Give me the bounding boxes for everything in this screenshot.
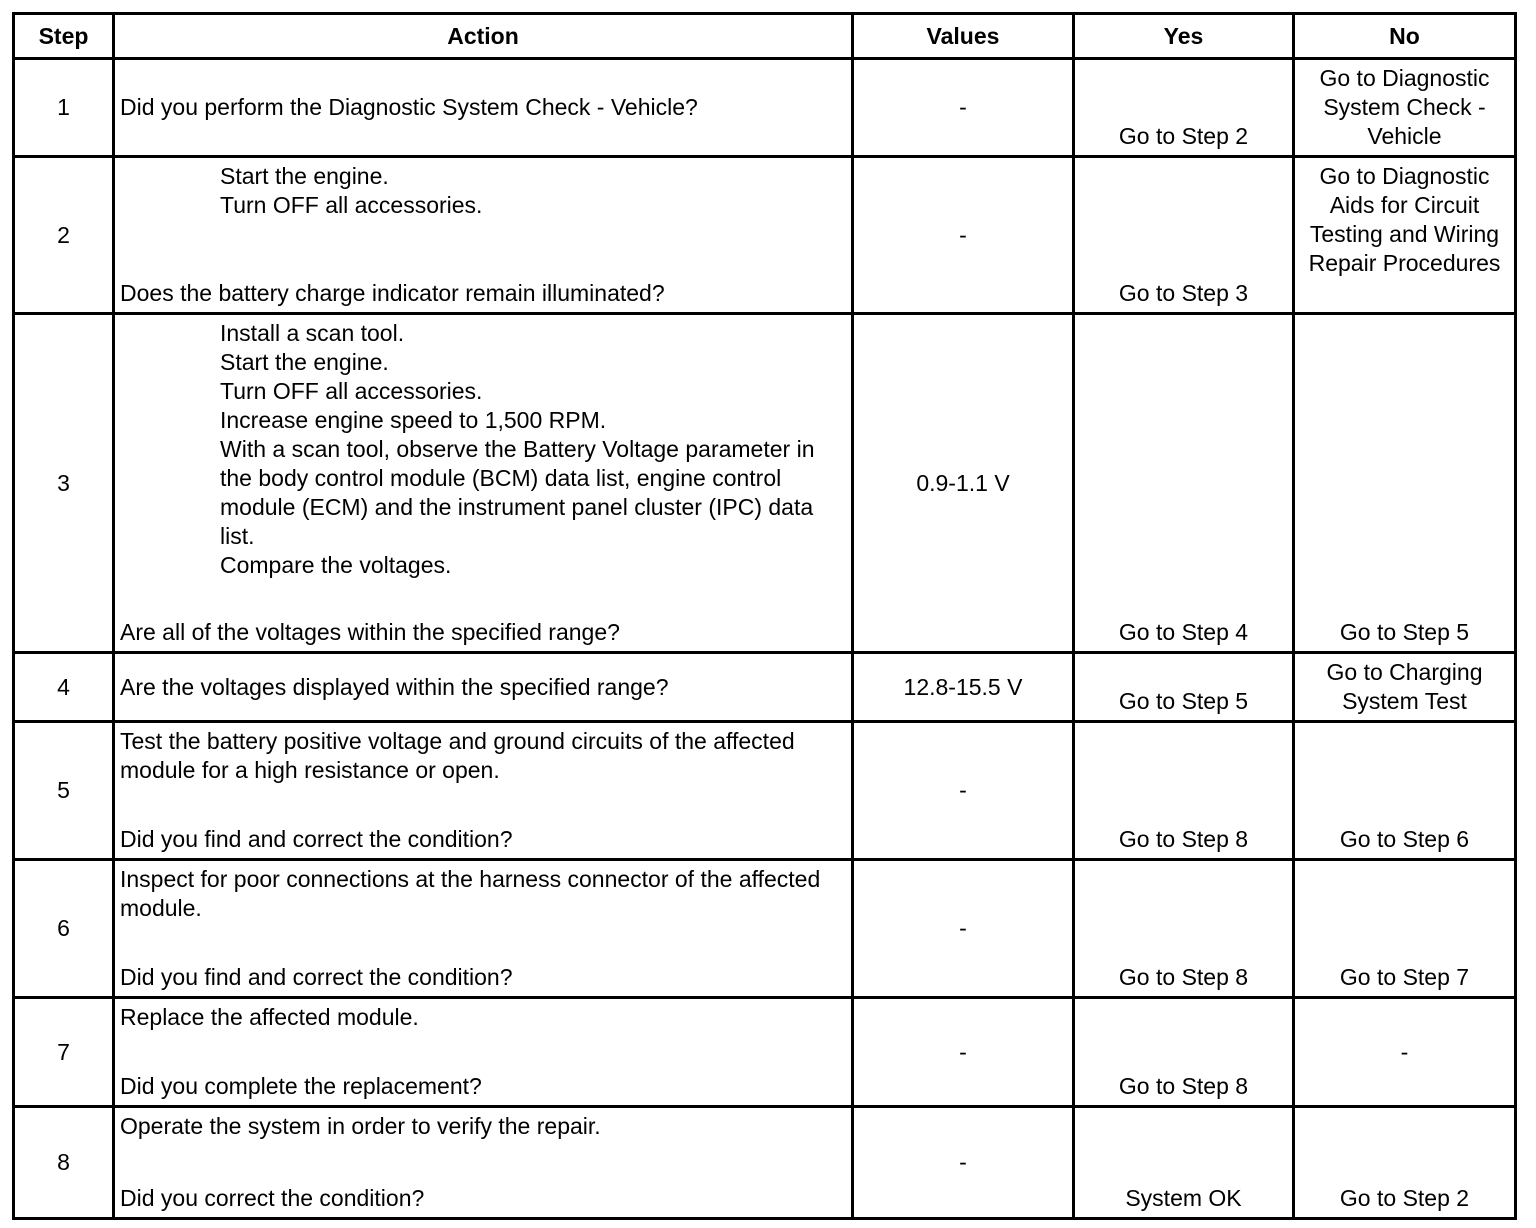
step-number: 4 <box>57 673 70 700</box>
action-cell <box>114 1107 853 1219</box>
action-instructions <box>120 1112 846 1141</box>
action-substep: Install a scan tool. <box>220 320 405 346</box>
step-cell <box>14 59 114 157</box>
step-cell <box>14 314 114 653</box>
action-cell <box>114 653 853 722</box>
action-content <box>120 319 846 647</box>
action-instruction: Inspect for poor connections at the harness connector of the affected module. <box>120 866 827 921</box>
yes-cell <box>1074 59 1294 157</box>
action-question: Are the voltages displayed within the specified range? <box>120 673 669 700</box>
table-row <box>14 722 1516 860</box>
yes-cell <box>1074 860 1294 998</box>
no-link: Go to Step 2 <box>1339 1185 1470 1211</box>
action-cell <box>114 998 853 1107</box>
step-cell <box>14 998 114 1107</box>
action-content <box>120 727 846 854</box>
action-instruction: Replace the affected module. <box>120 1004 419 1030</box>
yes-link: Go to Step 2 <box>1118 123 1249 149</box>
step-cell <box>14 1107 114 1219</box>
action-question: Did you correct the condition? <box>120 1185 425 1211</box>
action-question: Did you complete the replacement? <box>120 1073 482 1099</box>
yes-cell <box>1074 653 1294 722</box>
values-cell <box>853 1107 1074 1219</box>
action-substep: With a scan tool, observe the Battery Voltage parameter in the body control module (BCM) data list, engine control module (ECM) and the instrument panel cluster (IPC) data list. <box>220 436 821 549</box>
action-question: Does the battery charge indicator remain illuminated? <box>120 280 665 306</box>
action-question: Did you find and correct the condition? <box>120 826 513 852</box>
value-text: - <box>959 915 967 941</box>
table-row <box>14 998 1516 1107</box>
action-instructions <box>120 162 846 220</box>
value-text: 12.8-15.5 V <box>903 673 1023 700</box>
values-cell <box>853 653 1074 722</box>
yes-cell <box>1074 1107 1294 1219</box>
yes-link: Go to Step 8 <box>1118 1073 1249 1099</box>
no-link: Go to Diagnostic Aids for Circuit Testing and Wiring Repair Procedures <box>1308 163 1501 276</box>
action-content <box>120 1112 846 1213</box>
values-cell <box>853 314 1074 653</box>
step-cell <box>14 653 114 722</box>
values-cell <box>853 157 1074 314</box>
action-content <box>120 64 846 151</box>
yes-cell <box>1074 998 1294 1107</box>
step-cell <box>14 860 114 998</box>
action-content <box>120 162 846 308</box>
no-link: Go to Charging System Test <box>1326 659 1483 714</box>
no-cell <box>1294 59 1516 157</box>
action-substep: Turn OFF all accessories. <box>220 378 483 404</box>
action-question: Did you find and correct the condition? <box>120 964 513 990</box>
yes-cell <box>1074 157 1294 314</box>
action-instruction: Operate the system in order to verify the repair. <box>120 1113 601 1139</box>
values-cell <box>853 59 1074 157</box>
no-cell <box>1294 157 1516 314</box>
action-substep: Start the engine. <box>220 163 389 189</box>
table-row <box>14 59 1516 157</box>
action-question: Are all of the voltages within the specified range? <box>120 619 620 645</box>
values-cell <box>853 722 1074 860</box>
no-link: Go to Step 5 <box>1339 619 1470 645</box>
action-substep: Turn OFF all accessories. <box>220 192 483 218</box>
step-number: 7 <box>57 1038 70 1065</box>
action-substep: Increase engine speed to 1,500 RPM. <box>220 407 607 433</box>
step-number: 8 <box>57 1149 70 1175</box>
yes-cell <box>1074 314 1294 653</box>
no-link: Go to Step 7 <box>1339 964 1470 990</box>
no-link: Go to Diagnostic System Check - Vehicle <box>1319 65 1490 149</box>
action-cell <box>114 722 853 860</box>
header-values: Values <box>853 14 1074 59</box>
action-cell <box>114 59 853 157</box>
action-question: Did you perform the Diagnostic System Check - Vehicle? <box>120 94 698 120</box>
yes-link: Go to Step 8 <box>1118 964 1249 990</box>
value-text: - <box>959 777 967 803</box>
action-content <box>120 658 846 716</box>
yes-link: Go to Step 3 <box>1118 280 1249 306</box>
no-cell <box>1294 653 1516 722</box>
yes-link: Go to Step 8 <box>1118 826 1249 852</box>
step-cell <box>14 722 114 860</box>
step-number: 5 <box>57 777 70 803</box>
yes-link: System OK <box>1125 1185 1242 1211</box>
action-cell <box>114 860 853 998</box>
header-action: Action <box>114 14 853 59</box>
yes-link: Go to Step 5 <box>1118 688 1249 714</box>
action-cell <box>114 157 853 314</box>
no-link: Go to Step 6 <box>1339 826 1470 852</box>
step-number: 3 <box>57 469 70 496</box>
action-substep: Start the engine. <box>220 349 389 375</box>
diagnostic-table <box>12 12 1517 1220</box>
yes-cell <box>1074 722 1294 860</box>
action-instructions <box>120 727 846 785</box>
action-instructions <box>120 1003 846 1032</box>
no-cell <box>1294 722 1516 860</box>
action-instructions <box>120 865 846 923</box>
table-row <box>14 314 1516 653</box>
action-cell <box>114 314 853 653</box>
header-step: Step <box>14 14 114 59</box>
step-cell <box>14 157 114 314</box>
no-cell <box>1294 860 1516 998</box>
value-text: 0.9-1.1 V <box>916 469 1010 496</box>
value-text: - <box>959 94 967 120</box>
step-number: 6 <box>57 915 70 941</box>
table-row <box>14 1107 1516 1219</box>
values-cell <box>853 860 1074 998</box>
action-content <box>120 865 846 992</box>
values-cell <box>853 998 1074 1107</box>
table-row <box>14 860 1516 998</box>
action-instructions <box>120 319 846 580</box>
no-cell <box>1294 314 1516 653</box>
action-substep: Compare the voltages. <box>220 552 452 578</box>
step-number: 1 <box>57 94 70 120</box>
yes-link: Go to Step 4 <box>1118 619 1249 645</box>
diagnostic-table-container <box>12 12 1514 1218</box>
table-row <box>14 653 1516 722</box>
value-text: - <box>959 221 967 248</box>
action-content <box>120 1003 846 1101</box>
header-no: No <box>1294 14 1516 59</box>
value-text: - <box>959 1149 967 1175</box>
no-link: - <box>1400 1038 1409 1065</box>
no-cell <box>1294 998 1516 1107</box>
table-body <box>14 59 1516 1219</box>
header-yes: Yes <box>1074 14 1294 59</box>
no-cell <box>1294 1107 1516 1219</box>
action-instruction: Test the battery positive voltage and ground circuits of the affected module for a high resistance or open. <box>120 728 802 783</box>
header-row <box>14 14 1516 59</box>
step-number: 2 <box>57 221 70 248</box>
table-row <box>14 157 1516 314</box>
value-text: - <box>959 1038 967 1065</box>
